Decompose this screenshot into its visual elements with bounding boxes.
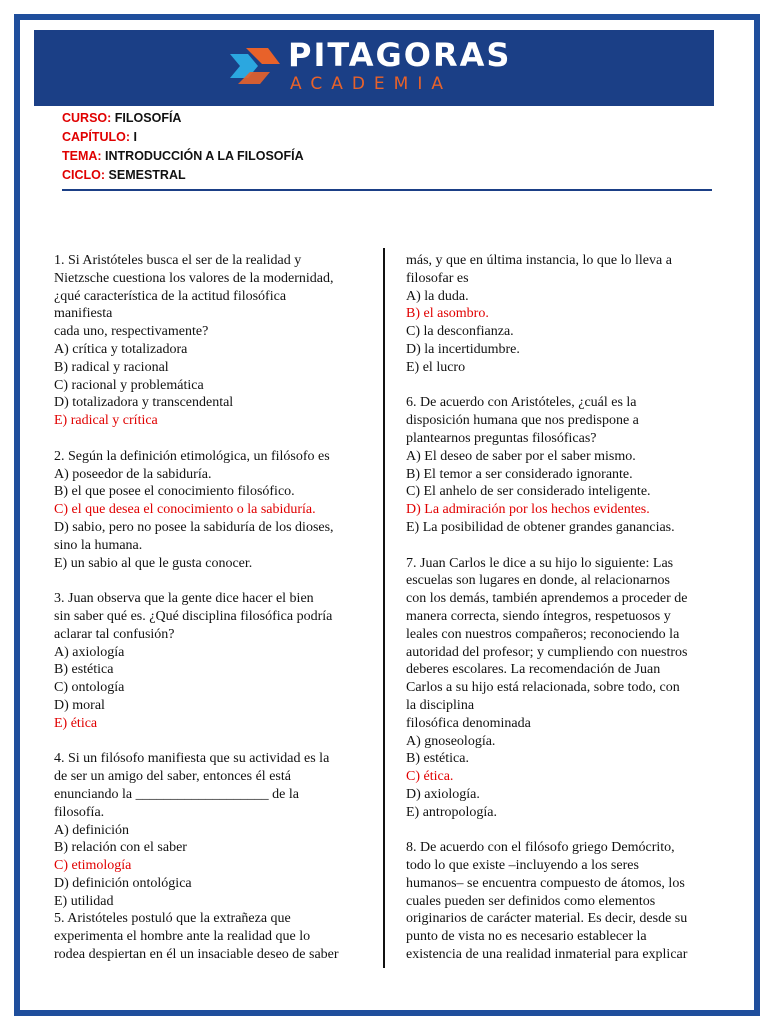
text-line: E) antropología.	[406, 804, 497, 820]
course-info-row	[62, 166, 304, 185]
text-line: deberes escolares. La recomendación de Juan	[406, 662, 661, 678]
brand-name: PITAGORAS	[288, 36, 512, 74]
text-line: sino la humana.	[54, 537, 143, 553]
text-line: A) crítica y totalizadora	[54, 341, 188, 357]
text-line: Nietzsche cuestiona los valores de la modernidad,	[54, 270, 334, 286]
text-line: C) el que desea el conocimiento o la sabiduría.	[54, 502, 316, 518]
text-line: D) la incertidumbre.	[406, 341, 520, 357]
text-line: manera correcta, siendo íntegros, respetuosos y	[406, 608, 671, 624]
academy-logo-icon	[224, 44, 280, 96]
text-line: sin saber qué es. ¿Qué disciplina filosófica podría	[54, 608, 333, 624]
spacer	[54, 572, 362, 590]
text-line: B) radical y racional	[54, 359, 169, 375]
text-line: B) El temor a ser considerado ignorante.	[406, 466, 633, 482]
text-line: C) ética.	[406, 769, 454, 785]
left-column	[54, 252, 362, 964]
course-info-row	[62, 147, 304, 166]
text-line: 4. Si un filósofo manifiesta que su actividad es la	[54, 751, 330, 767]
text-line: A) axiología	[54, 644, 125, 660]
course-info-key: CICLO:	[62, 168, 106, 182]
course-info-row	[62, 128, 304, 147]
right-column	[406, 252, 714, 964]
text-line: filosofía.	[54, 804, 105, 820]
text-line: filosófica denominada	[406, 715, 531, 731]
text-line: manifiesta	[54, 306, 113, 322]
text-line: B) el que posee el conocimiento filosófico.	[54, 484, 295, 500]
course-info-key: TEMA:	[62, 149, 102, 163]
text-line: A) definición	[54, 822, 130, 838]
text-line: E) ética	[54, 715, 98, 731]
text-line: Carlos a su hijo está relacionada, sobre todo, con	[406, 680, 680, 696]
spacer	[406, 822, 714, 840]
spacer	[406, 537, 714, 555]
course-info-value: I	[130, 130, 138, 144]
text-line: originarios de carácter material. Es decir, desde su	[406, 911, 688, 927]
course-info-key: CURSO:	[62, 111, 112, 125]
text-line: aclarar tal confusión?	[54, 626, 175, 642]
course-info-key: CAPÍTULO:	[62, 130, 131, 144]
course-info	[62, 109, 304, 185]
course-info-value: FILOSOFÍA	[111, 111, 182, 125]
spacer	[54, 733, 362, 751]
text-line: punto de vista no es necesario establecer la	[406, 929, 647, 945]
text-line: disposición humana que nos predispone a	[406, 413, 639, 429]
course-info-row	[62, 109, 304, 128]
text-line: ¿qué característica de la actitud filosófica	[54, 288, 287, 304]
text-line: 5. Aristóteles postuló que la extrañeza que	[54, 911, 291, 927]
text-line: 7. Juan Carlos le dice a su hijo lo siguiente: Las	[406, 555, 674, 571]
text-line: la disciplina	[406, 697, 475, 713]
text-line: D) sabio, pero no posee la sabiduría de los dioses,	[54, 519, 334, 535]
text-line: existencia de una realidad inmaterial para explicar	[406, 947, 688, 963]
text-line: 1. Si Aristóteles busca el ser de la realidad y	[54, 253, 302, 268]
text-line: A) poseedor de la sabiduría.	[54, 466, 212, 482]
column-divider	[383, 248, 385, 968]
text-line: 2. Según la definición etimológica, un filósofo es	[54, 448, 330, 464]
text-line: B) estética	[54, 662, 114, 678]
header-rule	[62, 189, 712, 191]
text-line: autoridad del profesor; y cumpliendo con nuestros	[406, 644, 688, 660]
text-line: humanos– se encuentra compuesto de átomos, los	[406, 875, 685, 891]
text-line: C) racional y problemática	[54, 377, 204, 393]
text-line: cada uno, respectivamente?	[54, 324, 209, 340]
header-banner	[34, 30, 714, 106]
text-line: E) un sabio al que le gusta conocer.	[54, 555, 253, 571]
text-line: plantearnos preguntas filosóficas?	[406, 430, 597, 446]
text-line: todo lo que existe –incluyendo a los seres	[406, 858, 639, 874]
text-line: escuelas son lugares en donde, al relacionarnos	[406, 573, 670, 589]
text-line: D) axiología.	[406, 786, 480, 802]
text-line: cuales pueden ser definidos como elementos	[406, 893, 656, 909]
text-line: C) etimología	[54, 858, 132, 874]
text-line: B) estética.	[406, 751, 469, 767]
text-line: E) La posibilidad de obtener grandes ganancias.	[406, 519, 675, 535]
text-line: leales con nuestros compañeros; reconociendo la	[406, 626, 680, 642]
text-line: rodea despiertan en él un insaciable deseo de saber	[54, 947, 339, 963]
text-line: A) la duda.	[406, 288, 469, 304]
text-line: D) definición ontológica	[54, 875, 192, 891]
text-line: de ser un amigo del saber, entonces él está	[54, 769, 291, 785]
spacer	[54, 430, 362, 448]
text-line: con los demás, también aprendemos a proceder de	[406, 591, 688, 607]
text-line: D) totalizadora y transcendental	[54, 395, 234, 411]
text-line: más, y que en última instancia, lo que lo lleva a	[406, 253, 672, 268]
course-info-value: INTRODUCCIÓN A LA FILOSOFÍA	[101, 149, 304, 163]
text-line: C) la desconfianza.	[406, 324, 514, 340]
brand-subtitle: ACADEMIA	[290, 74, 452, 94]
text-line: filosofar es	[406, 270, 469, 286]
text-line: A) gnoseología.	[406, 733, 496, 749]
text-line: A) El deseo de saber por el saber mismo.	[406, 448, 636, 464]
course-info-value: SEMESTRAL	[105, 168, 186, 182]
text-line: C) ontología	[54, 680, 125, 696]
text-line: E) utilidad	[54, 893, 114, 909]
text-line: C) El anhelo de ser considerado inteligente.	[406, 484, 651, 500]
text-line: 6. De acuerdo con Aristóteles, ¿cuál es la	[406, 395, 637, 411]
text-line: D) La admiración por los hechos evidentes.	[406, 502, 650, 518]
text-line: D) moral	[54, 697, 105, 713]
text-line: experimenta el hombre ante la realidad que lo	[54, 929, 311, 945]
text-line: E) radical y crítica	[54, 413, 158, 429]
text-line: E) el lucro	[406, 359, 466, 375]
spacer	[406, 377, 714, 395]
text-line: B) relación con el saber	[54, 840, 187, 856]
text-line: 3. Juan observa que la gente dice hacer el bien	[54, 591, 314, 607]
text-line: enunciando la ___________________ de la	[54, 786, 299, 802]
text-line: 8. De acuerdo con el filósofo griego Demócrito,	[406, 840, 675, 856]
text-line: B) el asombro.	[406, 306, 489, 322]
